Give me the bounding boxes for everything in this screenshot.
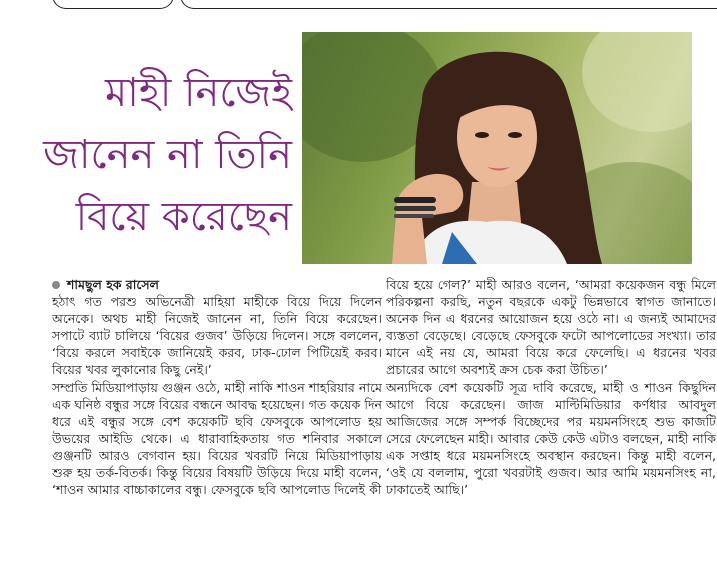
page-frame-decoration-right — [180, 0, 717, 9]
byline-author: শামছুল হক রাসেল — [67, 277, 159, 292]
article-column-2 — [386, 276, 716, 498]
bullet-icon — [52, 281, 60, 289]
headline-line-3: বিয়ে করেছেন — [75, 194, 292, 240]
article-photo — [302, 32, 692, 264]
article-headline — [40, 62, 292, 248]
portrait-illustration — [302, 32, 692, 264]
paragraph: সম্প্রতি মিডিয়াপাড়ায় গুঞ্জন ওঠে, মাহী নাকি শাওন শাহরিয়ার নামে এক ঘনিষ্ঠ বন্ধুর সঙ্গে বিয়ের বন্ধনে আবদ্ধ হয়েছেন। গত কয়েক দিন ধরে এই বন্ধুর সঙ্গে বেশ কয়েকটি ছবি ফেসবুকে আপলোড হয় উভয়ের আইডি থেকে। এ ধারাবাহিকতায় গত শনিবার সকালে গুঞ্জনটি আরও বেগবান হয়। বিয়ের খবরটি নিয়ে মিডিয়াপাড়ায় শুরু হয় তর্ক-বিতর্ক। কিন্তু বিয়ের বিষয়টি উড়িয়ে দিয়ে মাহী বলেন, ‘শাওন আমার বাচ্চাকালের বন্ধু। ফেসবুকে ছবি আপলোড দিলেই কী — [52, 379, 382, 498]
paragraph: হঠাৎ গত পরশু অভিনেত্রী মাহিয়া মাহীকে বিয়ে দিয়ে দিলেন অনেকে। অথচ মাহী নিজেই জানেন না, তিনি বিয়ে করেছেন। সপাটে ব্যাট চালিয়ে ‘বিয়ের গুজব’ উড়িয়ে দিলেন। সঙ্গে বললেন, ‘বিয়ে করলে সবাইকে জানিয়েই করব, ঢাক-ঢোল পিটিয়েই করব। বিয়ের খবর লুকানোর কিছু নেই।’ — [52, 294, 382, 378]
headline-line-2: জানেন না তিনি — [43, 132, 292, 178]
article-column-1 — [52, 276, 382, 498]
paragraph: বিয়ে হয়ে গেল?’ মাহী আরও বলেন, ‘আমরা কয়েকজন বন্ধু মিলে পরিকল্পনা করছি, নতুন বছরকে একটু ভিন্নভাবে স্বাগত জানাতে। অনেক দিন এ ধরনের আয়োজন হয়ে ওঠে না। এ জন্যই আমাদের ব্যস্ততা বেড়েছে। বেড়েছে ফেসবুকে ফটো আপলোডের সংখ্যা। তার মানে এই নয় যে, আমরা বিয়ে করে ফেলেছি। এ ধরনের খবর প্রচারের আগে অবশ্যই ক্রস চেক করা উচিত।’ — [386, 277, 716, 378]
paragraph: অন্যদিকে বেশ কয়েকটি সূত্র দাবি করেছে, মাহী ও শাওন কিছুদিন আগে বিয়ে করেছেন। জাজ মাল্টিমিডিয়ার কর্ণধার আবদুল আজিজের সঙ্গে সম্পর্ক বিচ্ছেদের পর ময়মনসিংহে শুভ কাজটি সেরে ফেলেছেন মাহী। আবার কেউ কেউ এটাও বলছেন, মাহী নাকি এক সপ্তাহ ধরে ময়মনসিংহে অবস্থান করছেন। কিন্তু মাহী বলেন, ‘ওই যে বললাম, পুরো খবরটাই গুজব। আর আমি ময়মনসিংহ না, ঢাকাতেই আছি।’ — [386, 379, 716, 498]
page-frame-decoration — [52, 0, 174, 9]
byline — [52, 276, 382, 293]
headline-line-1: মাহী নিজেই — [105, 70, 292, 116]
